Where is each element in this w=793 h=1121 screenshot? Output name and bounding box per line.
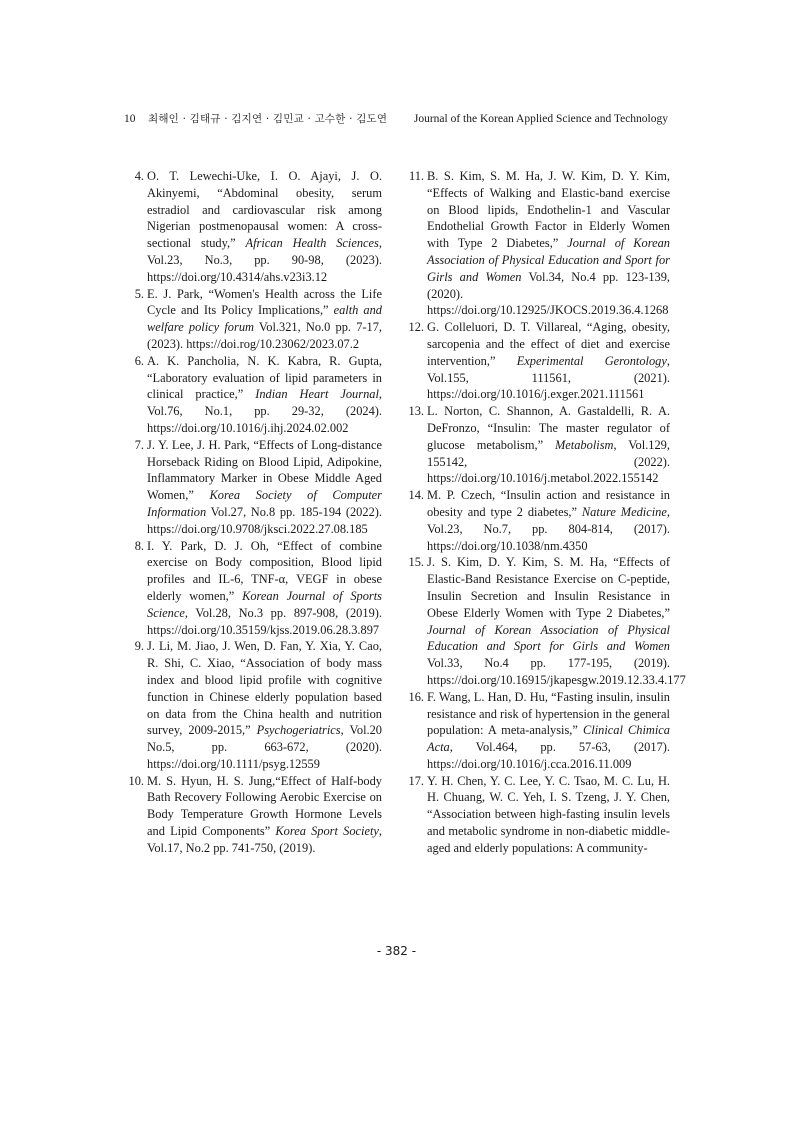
reference-journal: Korea Sport Society [275, 824, 379, 839]
reference-number: 12. [408, 320, 424, 335]
reference-item [404, 168, 670, 319]
reference-journal: Clinical Chimica Acta [427, 723, 670, 755]
references-right-column [404, 168, 686, 857]
reference-details: Vol.34, No.4 pp. 123-139, (2020). https://doi.org/10.12925/JKOCS.2019.36.4.1268 [427, 269, 670, 318]
reference-journal: Journal of Korean Association of Physical Education and Sport for Girls and Women [427, 236, 670, 284]
reference-number: 6. [134, 353, 144, 368]
reference-text: B. S. Kim, S. M. Ha, J. W. Kim, D. Y. Kim, “Effects of Walking and Elastic-band exercise on Blood lipids, Endothelin-1 and Vascular Endothelial Growth Factor in Elderly Women with Type 2 Diabetes,” [427, 169, 670, 251]
reference-text: I. Y. Park, D. J. Oh, “Effect of combine exercise on Body composition, Blood lipid profiles and IL-6, TNF-α, VEGF in obese elderly women,” [147, 538, 382, 603]
reference-text: M. P. Czech, “Insulin action and resistance in obesity and type 2 diabetes,” [427, 488, 670, 519]
reference-text: L. Norton, C. Shannon, A. Gastaldelli, R. A. DeFronzo, “Insulin: The master regulator of glucose metabolism,” [427, 404, 670, 452]
reference-number: 5. [134, 286, 144, 301]
reference-details: , Vol.129, 155142, (2022). https://doi.org/10.1016/j.metabol.2022.155142 [427, 437, 670, 486]
reference-item [124, 353, 382, 437]
reference-journal: Korean Journal of Sports Science [147, 588, 382, 620]
reference-details: , Vol.155, 111561, (2021). https://doi.org/10.1016/j.exger.2021.111561 [427, 353, 670, 402]
references-left-column [124, 168, 382, 857]
header-authors: 최해인 · 김태규 · 김지연 · 김민교 · 고수한 · 김도연 [148, 113, 388, 125]
reference-item [404, 487, 670, 554]
page-footer-number: - 382 - [376, 944, 417, 958]
reference-details: Vol.27, No.8 pp. 185-194 (2022). https://doi.org/10.9708/jksci.2022.27.08.185 [147, 504, 382, 536]
reference-number: 13. [408, 404, 424, 419]
reference-item [124, 168, 382, 286]
reference-journal: Psychogeriatrics [256, 723, 341, 738]
reference-journal: Korea Society of Computer Information [147, 488, 382, 519]
reference-details: , Vol.20 No.5, pp. 663-672, (2020). https://doi.org/10.1111/psyg.12559 [147, 723, 382, 771]
reference-text: G. Colleluori, D. T. Villareal, “Aging, obesity, sarcopenia and the effect of diet and exercise intervention,” [427, 320, 670, 368]
running-header [124, 110, 668, 128]
header-journal-title: Journal of the Korean Applied Science and Technology [413, 113, 668, 125]
reference-item [404, 403, 670, 487]
reference-number: 7. [134, 437, 144, 452]
reference-item [124, 286, 382, 353]
header-page-number: 10 [124, 113, 136, 125]
reference-details: , Vol.23, No.7, pp. 804-814, (2017). https://doi.org/10.1038/nm.4350 [427, 504, 670, 553]
reference-details: Vol.321, No.0 pp. 7-17, (2023). https://doi.rog/10.23062/2023.07.2 [147, 320, 383, 351]
reference-text: J. Li, M. Jiao, J. Wen, D. Fan, Y. Xia, Y. Cao, R. Shi, C. Xiao, “Association of body mass index and blood lipid profile with cognitive function in Chinese elderly population based on data from the China health and nutrition survey, 2009-2015,” [147, 639, 382, 738]
reference-text: A. K. Pancholia, N. K. Kabra, R. Gupta, “Laboratory evaluation of lipid parameters in clinical practice,” [147, 353, 382, 402]
reference-number: 8. [134, 538, 144, 553]
reference-text: M. S. Hyun, H. S. Jung,“Effect of Half-body Bath Recovery Following Aerobic Exercise on Body Temperature Growth Hormone Levels and Lipid Components” [147, 773, 382, 839]
reference-number: 17. [408, 773, 424, 788]
reference-item [124, 437, 382, 538]
reference-item [404, 689, 670, 773]
reference-details: , Vol.17, No.2 pp. 741-750, (2019). [147, 824, 383, 855]
reference-item [124, 638, 382, 772]
reference-text: E. J. Park, “Women's Health across the Life Cycle and Its Policy Implications,” [147, 286, 382, 318]
reference-journal: Experimental Gerontology [516, 353, 667, 368]
reference-item [404, 319, 670, 403]
reference-number: 16. [408, 689, 424, 704]
reference-number: 15. [408, 555, 424, 570]
reference-journal: Metabolism [554, 437, 614, 452]
reference-details: , Vol.23, No.3, pp. 90-98, (2023). https://doi.org/10.4314/ahs.v23i3.12 [147, 236, 382, 284]
reference-number: 10. [128, 773, 144, 788]
reference-text: O. T. Lewechi-Uke, I. O. Ajayi, J. O. Akinyemi, “Abdominal obesity, serum estradiol and cardiovascular risk among Nigerian postmenopausal women: A cross-sectional study,” [147, 169, 382, 251]
reference-number: 14. [408, 488, 424, 503]
reference-number: 11. [408, 169, 424, 183]
reference-journal: Nature Medicine [581, 504, 667, 519]
reference-details: Vol.33, No.4 pp. 177-195, (2019). https://doi.org/10.16915/jkapesgw.2019.12.33.4.177 [427, 656, 686, 687]
reference-journal: ealth and welfare policy forum [147, 303, 382, 335]
reference-item [124, 773, 382, 857]
reference-details: , Vol.464, pp. 57-63, (2017). https://doi.org/10.1016/j.cca.2016.11.009 [427, 740, 670, 771]
reference-journal: Indian Heart Journal [255, 387, 379, 402]
reference-journal: Journal of Korean Association of Physical Education and Sport for Girls and Women [427, 622, 670, 654]
reference-item [124, 538, 382, 639]
reference-details: , Vol.76, No.1, pp. 29-32, (2024). https://doi.org/10.1016/j.ihj.2024.02.002 [147, 387, 383, 435]
reference-details: , Vol.28, No.3 pp. 897-908, (2019). https://doi.org/10.35159/kjss.2019.06.28.3.897 [147, 605, 382, 637]
reference-number: 9. [134, 639, 144, 654]
reference-text: F. Wang, L. Han, D. Hu, “Fasting insulin, insulin resistance and risk of hypertension in the general population: A meta-analysis,” [427, 689, 670, 738]
reference-item [404, 554, 686, 688]
reference-text: J. S. Kim, D. Y. Kim, S. M. Ha, “Effects of Elastic-Band Resistance Exercise on C-peptide, Insulin Secretion and Insulin Resistance in Obese Elderly Women with Type 2 Diabetes,” [427, 555, 670, 620]
reference-text: Y. H. Chen, Y. C. Lee, Y. C. Tsao, M. C. Lu, H. H. Chuang, W. C. Yeh, I. S. Tzeng, J. Y. Chen, “Association between high-fasting insulin levels and metabolic syndrome in non-diabetic middle-aged and elderly populations: A community- [427, 773, 670, 855]
reference-item [404, 773, 670, 857]
reference-text: J. Y. Lee, J. H. Park, “Effects of Long-distance Horseback Riding on Blood Lipid, Adipokine, Inflammatory Marker in Obese Middle Aged Women,” [147, 437, 382, 503]
reference-number: 4. [134, 169, 144, 183]
reference-journal: African Health Sciences [245, 236, 379, 251]
